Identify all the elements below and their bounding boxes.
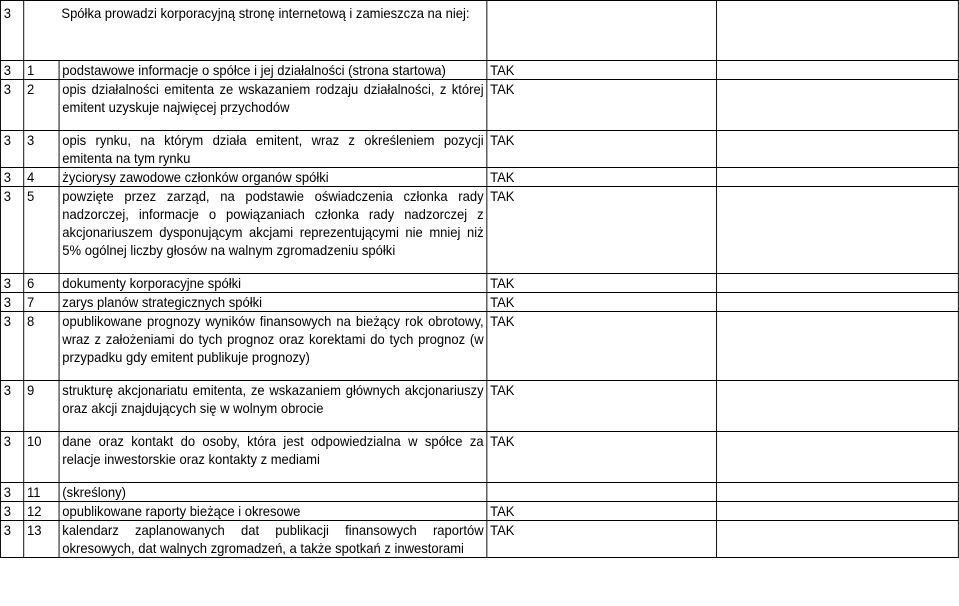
section-number: 3 (0, 1, 23, 61)
row-status: TAK (487, 312, 717, 381)
table-row (0, 80, 958, 131)
row-section-number: 3 (0, 432, 23, 483)
row-item-number: 2 (24, 80, 59, 131)
row-item-number: 5 (24, 187, 59, 274)
table-row (0, 312, 958, 381)
row-section-number: 3 (0, 483, 23, 502)
section-heading: Spółka prowadzi korporacyjną stronę internetową i zamieszcza na niej: (24, 1, 487, 61)
row-item-number: 10 (24, 432, 59, 483)
row-notes (717, 381, 959, 432)
row-notes (717, 187, 959, 274)
row-status: TAK (487, 168, 717, 187)
row-status: TAK (487, 521, 717, 558)
row-requirement-text: opis działalności emitenta ze wskazaniem rodzaju działalności, z której emitent uzyskuje najwięcej przychodów (59, 80, 487, 131)
table-row (0, 187, 958, 274)
table-row (0, 483, 958, 502)
row-requirement-text: dokumenty korporacyjne spółki (59, 274, 487, 293)
header-status-cell (487, 1, 717, 61)
row-section-number: 3 (0, 521, 23, 558)
row-requirement-text: zarys planów strategicznych spółki (59, 293, 487, 312)
row-section-number: 3 (0, 274, 23, 293)
row-status: TAK (487, 131, 717, 168)
row-section-number: 3 (0, 312, 23, 381)
row-requirement-text: podstawowe informacje o spółce i jej działalności (strona startowa) (59, 61, 487, 80)
row-item-number: 3 (24, 131, 59, 168)
row-status: TAK (487, 293, 717, 312)
row-item-number: 6 (24, 274, 59, 293)
row-item-number: 8 (24, 312, 59, 381)
row-item-number: 13 (24, 521, 59, 558)
row-status: TAK (487, 274, 717, 293)
table-row (0, 274, 958, 293)
row-item-number: 4 (24, 168, 59, 187)
row-status: TAK (487, 61, 717, 80)
row-status: TAK (487, 432, 717, 483)
row-item-number: 9 (24, 381, 59, 432)
row-requirement-text: strukturę akcjonariatu emitenta, ze wskazaniem głównych akcjonariuszy oraz akcji znajdujących się w wolnym obrocie (59, 381, 487, 432)
row-section-number: 3 (0, 61, 23, 80)
table-row (0, 502, 958, 521)
row-requirement-text: życiorysy zawodowe członków organów spółki (59, 168, 487, 187)
row-section-number: 3 (0, 502, 23, 521)
row-section-number: 3 (0, 187, 23, 274)
row-requirement-text: opublikowane raporty bieżące i okresowe (59, 502, 487, 521)
row-item-number: 11 (24, 483, 59, 502)
row-notes (717, 483, 959, 502)
row-notes (717, 502, 959, 521)
row-notes (717, 131, 959, 168)
row-section-number: 3 (0, 131, 23, 168)
table-row (0, 381, 958, 432)
row-notes (717, 80, 959, 131)
table-row (0, 293, 958, 312)
row-status: TAK (487, 381, 717, 432)
row-notes (717, 61, 959, 80)
row-requirement-text: opublikowane prognozy wyników finansowych na bieżący rok obrotowy, wraz z założeniami do tych prognoz oraz korektami do tych prognoz (w przypadku gdy emitent publikuje prognozy) (59, 312, 487, 381)
header-row (0, 1, 958, 61)
row-notes (717, 274, 959, 293)
header-notes-cell (717, 1, 959, 61)
row-notes (717, 168, 959, 187)
table-row (0, 168, 958, 187)
row-section-number: 3 (0, 381, 23, 432)
row-item-number: 1 (24, 61, 59, 80)
row-section-number: 3 (0, 168, 23, 187)
row-status: TAK (487, 502, 717, 521)
row-status (487, 483, 717, 502)
row-requirement-text: kalendarz zaplanowanych dat publikacji finansowych raportów okresowych, dat walnych zgromadzeń, a także spotkań z inwestorami (59, 521, 487, 558)
row-section-number: 3 (0, 293, 23, 312)
row-status: TAK (487, 80, 717, 131)
row-notes (717, 432, 959, 483)
row-notes (717, 293, 959, 312)
row-item-number: 7 (24, 293, 59, 312)
row-notes (717, 312, 959, 381)
table-row (0, 432, 958, 483)
row-section-number: 3 (0, 80, 23, 131)
row-requirement-text: powzięte przez zarząd, na podstawie oświadczenia członka rady nadzorczej, informacje o powiązaniach członka rady nadzorczej z akcjonariuszem dysponującym akcjami reprezentującymi nie mniej niż 5% ogólnej liczby głosów na walnym zgromadzeniu spółki (59, 187, 487, 274)
row-requirement-text: dane oraz kontakt do osoby, która jest odpowiedzialna w spółce za relacje inwestorskie oraz kontakty z mediami (59, 432, 487, 483)
row-item-number: 12 (24, 502, 59, 521)
table-row (0, 521, 958, 558)
row-requirement-text: (skreślony) (59, 483, 487, 502)
row-status: TAK (487, 187, 717, 274)
row-requirement-text: opis rynku, na którym działa emitent, wraz z określeniem pozycji emitenta na tym rynku (59, 131, 487, 168)
table-row (0, 61, 958, 80)
table-row (0, 131, 958, 168)
row-notes (717, 521, 959, 558)
